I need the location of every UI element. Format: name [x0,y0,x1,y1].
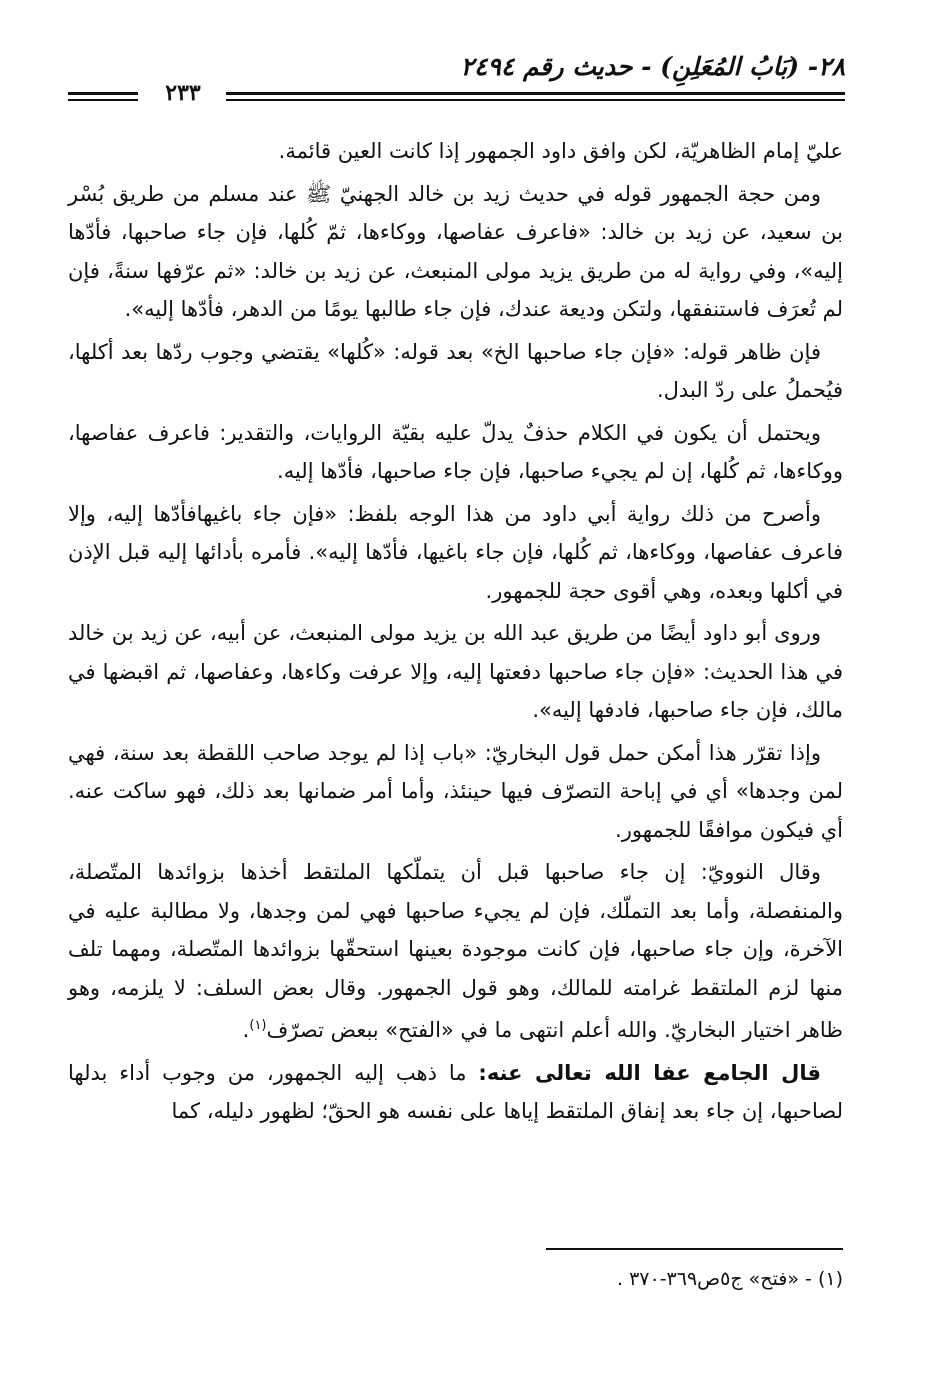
paragraph [68,734,843,850]
paragraph-text: وروى أبو داود أيضًا من طريق عبد الله بن يزيد مولى المنبعث، عن أبيه، عن زيد بن خالد في هذا الحديث: «فإن جاء صاحبها دفعتها إليه، وإلا عرفت وكاءها، وعفاصها، ثم اقبضها في مالك، فإن جاء صاحبها، فادفها إليه». [68,621,843,722]
paragraph [68,614,843,730]
paragraph-text: ومن حجة الجمهور قوله في حديث زيد بن خالد الجهنيّ ﷺ عند مسلم من طريق بُسْر بن سعيد، عن زيد بن خالد: «فاعرف عفاصها، ووكاءها، ثمّ كُلها، فإن جاء صاحبها، فأدّها إليه»، وفي رواية له من طريق يزيد مولى المنبعث، عن زيد بن خالد: «ثم عرّفها سنةً، فإن لم تُعرَف فاستنفقها، ولتكن وديعة عندك، فإن جاء طالبها يومًا من الدهر، فأدّها إليه». [68,181,843,321]
paragraph-text: وأصرح من ذلك رواية أبي داود من هذا الوجه بلفظ: «فإن جاء باغيهافأدّها إليه، وإلا فاعرف عفاصها، ووكاءها، ثم كُلها، فإن جاء باغيها، فأدّها إليه». فأمره بأدائها إليه قبل الإذن في أكلها وبعده، وهي أقوى حجة للجمهور. [68,501,843,603]
running-header-title: ٢٨- (بَابُ المُعَلِنِ) - حديث رقم ٢٤٩٤ [460,52,845,81]
header-rule [226,92,845,101]
paragraph [68,1054,843,1131]
paragraph [68,175,843,329]
footnote-divider [546,1248,843,1250]
paragraph-text: ويحتمل أن يكون في الكلام حذفٌ يدلّ عليه بقيّة الروايات، والتقدير: فاعرف عفاصها، ووكاءها، ثم كُلها، إن لم يجيء صاحبها، فإن جاء صاحبها، فأدّها إليه. [68,420,843,483]
paragraph-text: وقال النوويّ: إن جاء صاحبها قبل أن يتملّكها الملتقط أخذها بزوائدها المتّصلة، والمنفصلة، وأما بعد التملّك، فإن لم يجيء صاحبها فهي لمن وجدها، ولا مطالبة عليه في الآخرة، وإن جاء صاحبها، فإن كانت موجودة بعينها استحقّها بزوائدها المتّصلة، ومهما تلف منها لزم الملتقط غرامته للمالك، وهو قول الجمهور. وقال بعض السلف: لا يلزمه، وهو ظاهر اختيار البخاريّ. والله أعلم انتهى ما في «الفتح» ببعض تصرّف [68,860,843,1042]
paragraph [68,495,843,611]
paragraph [68,132,843,171]
paragraph-text: ما ذهب إليه الجمهور، من وجوب أداء بدلها لصاحبها، إن جاء بعد إنفاق الملتقط إياها على نفسه هو الحقّ؛ لظهور دليله، كما [68,1060,843,1123]
footnote: (١) - «فتح» ج٥ص٣٦٩-٣٧٠ . [616,1268,843,1290]
page-number: ٢٣٣ [165,80,201,106]
paragraph-lead: قال الجامع عفا الله تعالى عنه: [478,1060,822,1085]
paragraph [68,414,843,491]
paragraph-text: عليّ إمام الظاهريّة، لكن وافق داود الجمهور إذا كانت العين قائمة. [278,139,843,163]
paragraph: وقال النوويّ: إن جاء صاحبها قبل أن يتملّكها الملتقط أخذها بزوائدها المتّصلة، والمنفصلة، وأما بعد التملّك، فإن لم يجيء صاحبها فهي لمن وجدها، ولا مطالبة عليه في الآخرة، وإن جاء صاحبها، فإن كانت موجودة بعينها استحقّها بزوائدها المتّصلة، ومهما تلف منها لزم الملتقط غرامته للمالك، وهو قول الجمهور. وقال بعض السلف: لا يلزمه، وهو ظاهر اختيار البخاريّ. والله أعلم انتهى ما في «الفتح» ببعض تصرّف$^{(١)}$. [68,860,843,1042]
paragraph-text: فإن ظاهر قوله: «فإن جاء صاحبها الخ» بعد قوله: «كُلها» يقتضي وجوب ردّها بعد أكلها، فيُحملُ على ردّ البدل. [68,339,843,402]
paragraph [68,333,843,410]
header-rule-short [68,92,138,101]
footnote-reference[interactable]: (١) [249,1018,267,1033]
paragraph-text: وإذا تقرّر هذا أمكن حمل قول البخاريّ: «باب إذا لم يوجد صاحب اللقطة بعد سنة، فهي لمن وجدها» أي في إباحة التصرّف فيها حينئذ، وأما أمر ضمانها بعد ذلك، فهو ساكت عنه. أي فيكون موافقًا للجمهور. [68,740,843,842]
body-text [68,132,843,1135]
